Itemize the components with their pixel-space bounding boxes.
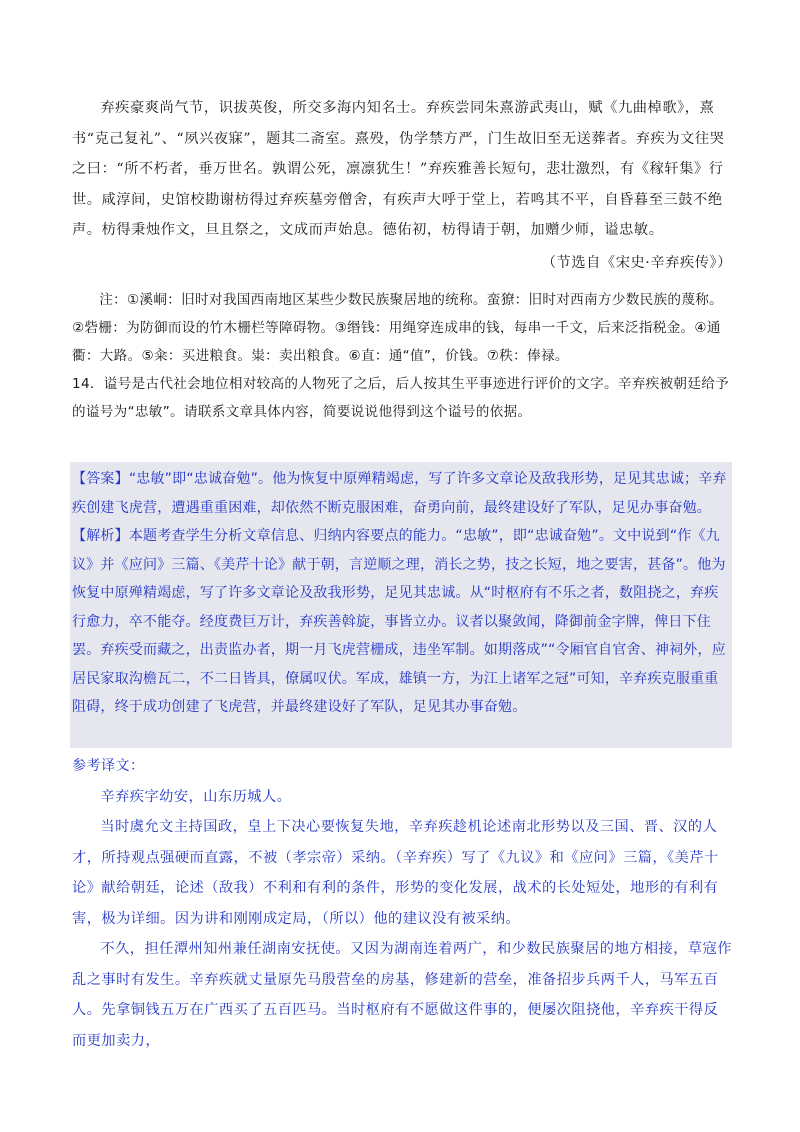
notes-text: 注：①溪峒：旧时对我国西南地区某些少数民族聚居地的统称。蛮獠：旧时对西南方少数民族的蔑称。②砦栅：为防御而设的竹木栅栏等障碍物。③缗钱：用绳穿连成串的钱，每串一千文，后来泛指税金。④通衢：大路。⑤籴：买进粮食。粜：卖出粮食。⑥直：通“值”，价钱。⑦秩：俸禄。 xyxy=(72,292,723,364)
classical-passage xyxy=(72,93,732,278)
question-text: 14．谥号是古代社会地位相对较高的人物死了之后，后人按其生平事迹进行评价的文字。辛弃疾被朝廷给予的谥号为“忠敏”。请联系文章具体内容，简要说说他得到这个谥号的依据。 xyxy=(72,376,730,420)
analysis-block xyxy=(72,522,732,722)
answer-block xyxy=(72,465,732,522)
translation-paragraph: 不久，担任潭州知州兼任湖南安抚使。又因为湖南连着两广，和少数民族聚居的地方相接，草寇作乱之事时有发生。辛弃疾就丈量原先马殷营垒的房基，修建新的营垒，准备招步兵两千人，马军五百人。先拿铜钱五万在广西买了五百匹马。当时枢府有不愿做这件事的，便屡次阻挠他，辛弃疾干得反而更加卖力， xyxy=(72,941,732,1049)
annotation-notes xyxy=(72,286,732,426)
passage-source: （节选自《宋史·辛弃疾传》） xyxy=(541,254,732,271)
answer-section xyxy=(72,465,732,722)
translation-label: 参考译文： xyxy=(72,758,145,774)
translation-paragraph: 辛弃疾字幼安，山东历城人。 xyxy=(100,788,292,805)
answer-tag: 【答案】 xyxy=(72,471,129,487)
translation-paragraph: 当时虞允文主持国政，皇上下决心要恢复失地，辛弃疾趁机论述南北形势以及三国、晋、汉的人才，所持观点强硬而直露，不被（孝宗帝）采纳。（辛弃疾）写了《九议》和《应问》三篇，《美芹十论》献给朝廷，论述（敌我）不利和有利的条件，形势的变化发展，战术的长处短处，地形的有利有害，极为详细。因为讲和刚刚成定局，（所以）他的建议没有被采纳。 xyxy=(72,819,719,927)
answer-text: “忠敏”即“忠诚奋勉”。他为恢复中原殚精竭虑，写了许多文章论及敌我形势，足见其忠诚；辛弃疾创建飞虎营，遭遇重重困难，却依然不断克服困难，奋勇向前，最终建设好了军队，足见办事奋勉。 xyxy=(72,471,727,516)
analysis-tag: 【解析】 xyxy=(72,528,129,544)
passage-paragraph: 弃疾豪爽尚气节，识拔英俊，所交多海内知名士。弃疾尝同朱熹游武夷山，赋《九曲棹歌》，熹书“克己复礼”、“夙兴夜寐”，题其二斋室。熹殁，伪学禁方严，门生故旧至无送葬者。弃疾为文往哭之曰：“所不朽者，垂万世名。孰谓公死，凛凛犹生！”弃疾雅善长短句，悲壮激烈，有《稼轩集》行世。咸淳间，史馆校勘谢枋得过弃疾墓旁僧舍，有疾声大呼于堂上，若鸣其不平，自昏暮至三鼓不绝声。枋得秉烛作文，旦且祭之，文成而声始息。德佑初，枋得请于朝，加赠少师，谥忠敏。 xyxy=(72,100,725,238)
analysis-text: 本题考查学生分析文章信息、归纳内容要点的能力。“忠敏”，即“忠诚奋勉”。文中说到“作《九议》并《应问》三篇、《美芹十论》献于朝，言逆顺之理，消长之势，技之长短，地之要害，甚备”。他为恢复中原殚精竭虑，写了许多文章论及敌我形势，足见其忠诚。从“时枢府有不乐之者，数阻挠之，弃疾行愈力，卒不能夺。经度费巨万计，弃疾善斡旋，事皆立办。议者以聚敛闻，降御前金字牌，俾日下住罢。弃疾受而藏之，出责监办者，期一月飞虎营栅成，违坐军制。如期落成”“令厢官自官舍、神祠外，应居民家取沟檐瓦二，不二日皆具，僚属叹伏。军成，雄镇一方，为江上诸军之冠”可知，辛弃疾克服重重阻碍，终于成功创建了飞虎营，并最终建设好了军队，足见其办事奋勉。 xyxy=(72,528,726,715)
translation-section xyxy=(72,751,732,1056)
